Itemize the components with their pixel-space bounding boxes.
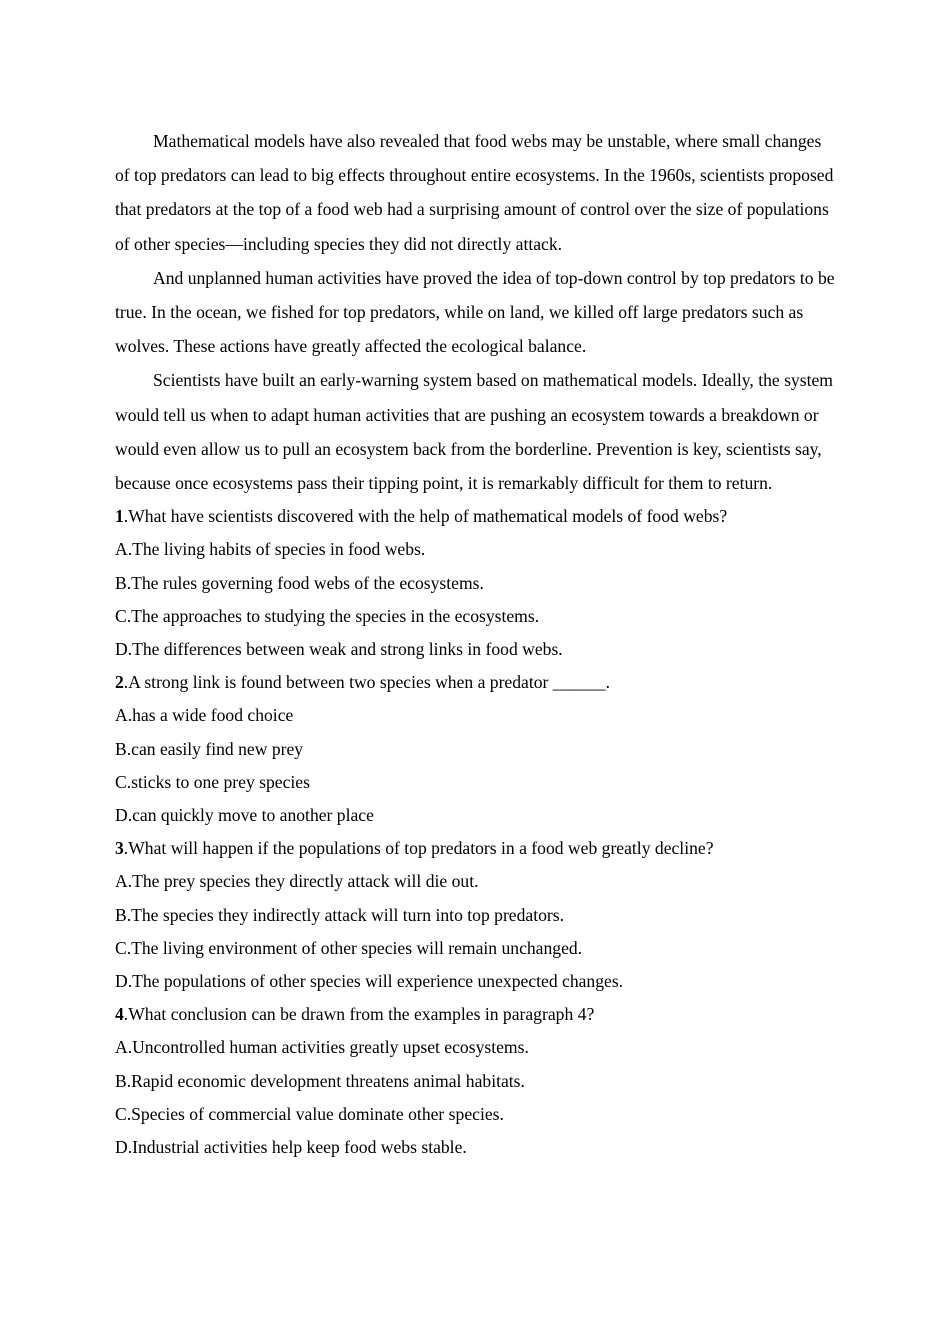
answer-option: B.can easily find new prey xyxy=(115,738,304,759)
question-2 xyxy=(115,666,835,832)
answer-option: B.The rules governing food webs of the ecosystems. xyxy=(115,572,484,593)
answer-option: A.The prey species they directly attack will die out. xyxy=(115,871,479,892)
answer-option: C.The approaches to studying the species in the ecosystems. xyxy=(115,605,540,626)
question-text: .What will happen if the populations of top predators in a food web greatly decline? xyxy=(123,838,714,859)
question-4 xyxy=(115,998,835,1164)
answer-option: D.Industrial activities help keep food webs stable. xyxy=(115,1137,467,1158)
question-stem xyxy=(115,998,835,1031)
question-number: 4 xyxy=(115,1004,124,1025)
answer-option: D.The populations of other species will experience unexpected changes. xyxy=(115,971,624,992)
answer-option: C.sticks to one prey species xyxy=(115,771,310,792)
answer-option: A.Uncontrolled human activities greatly upset ecosystems. xyxy=(115,1037,529,1058)
question-number: 2 xyxy=(115,672,124,693)
reading-passage xyxy=(115,124,835,500)
question-text: .What have scientists discovered with the help of mathematical models of food webs? xyxy=(123,506,728,527)
answer-option: C.Species of commercial value dominate other species. xyxy=(115,1103,504,1124)
question-text: .What conclusion can be drawn from the examples in paragraph 4? xyxy=(123,1004,595,1025)
question-list xyxy=(115,500,835,1164)
answer-option: A.The living habits of species in food webs. xyxy=(115,539,426,560)
question-3 xyxy=(115,832,835,998)
question-number: 1 xyxy=(115,506,124,527)
question-number: 3 xyxy=(115,838,124,859)
question-stem xyxy=(115,666,835,699)
answer-option: C.The living environment of other species will remain unchanged. xyxy=(115,937,583,958)
question-stem xyxy=(115,500,835,533)
passage-paragraph: Mathematical models have also revealed that food webs may be unstable, where small changes of top predators can lead to big effects throughout entire ecosystems. In the 1960s, scientists proposed that predators at the top of a food web had a surprising amount of control over the size of populations of other species—including species they did not directly attack. xyxy=(115,131,834,254)
answer-option: B.Rapid economic development threatens animal habitats. xyxy=(115,1070,525,1091)
answer-option: B.The species they indirectly attack will turn into top predators. xyxy=(115,904,565,925)
answer-option: D.The differences between weak and strong links in food webs. xyxy=(115,639,563,660)
passage-paragraph: Scientists have built an early-warning system based on mathematical models. Ideally, the system would tell us when to adapt human activities that are pushing an ecosystem towards a breakdown or would even allow us to pull an ecosystem back from the borderline. Prevention is key, scientists say, because once ecosystems pass their tipping point, it is remarkably difficult for them to return. xyxy=(115,370,833,494)
question-stem xyxy=(115,832,835,865)
question-1 xyxy=(115,500,835,666)
passage-paragraph: And unplanned human activities have proved the idea of top-down control by top predators to be true. In the ocean, we fished for top predators, while on land, we killed off large predators such as wolves. These actions have greatly affected the ecological balance. xyxy=(115,267,835,357)
document-page xyxy=(115,124,835,1164)
answer-option: D.can quickly move to another place xyxy=(115,805,374,826)
question-text: .A strong link is found between two species when a predator ______. xyxy=(123,672,610,693)
answer-option: A.has a wide food choice xyxy=(115,705,294,726)
